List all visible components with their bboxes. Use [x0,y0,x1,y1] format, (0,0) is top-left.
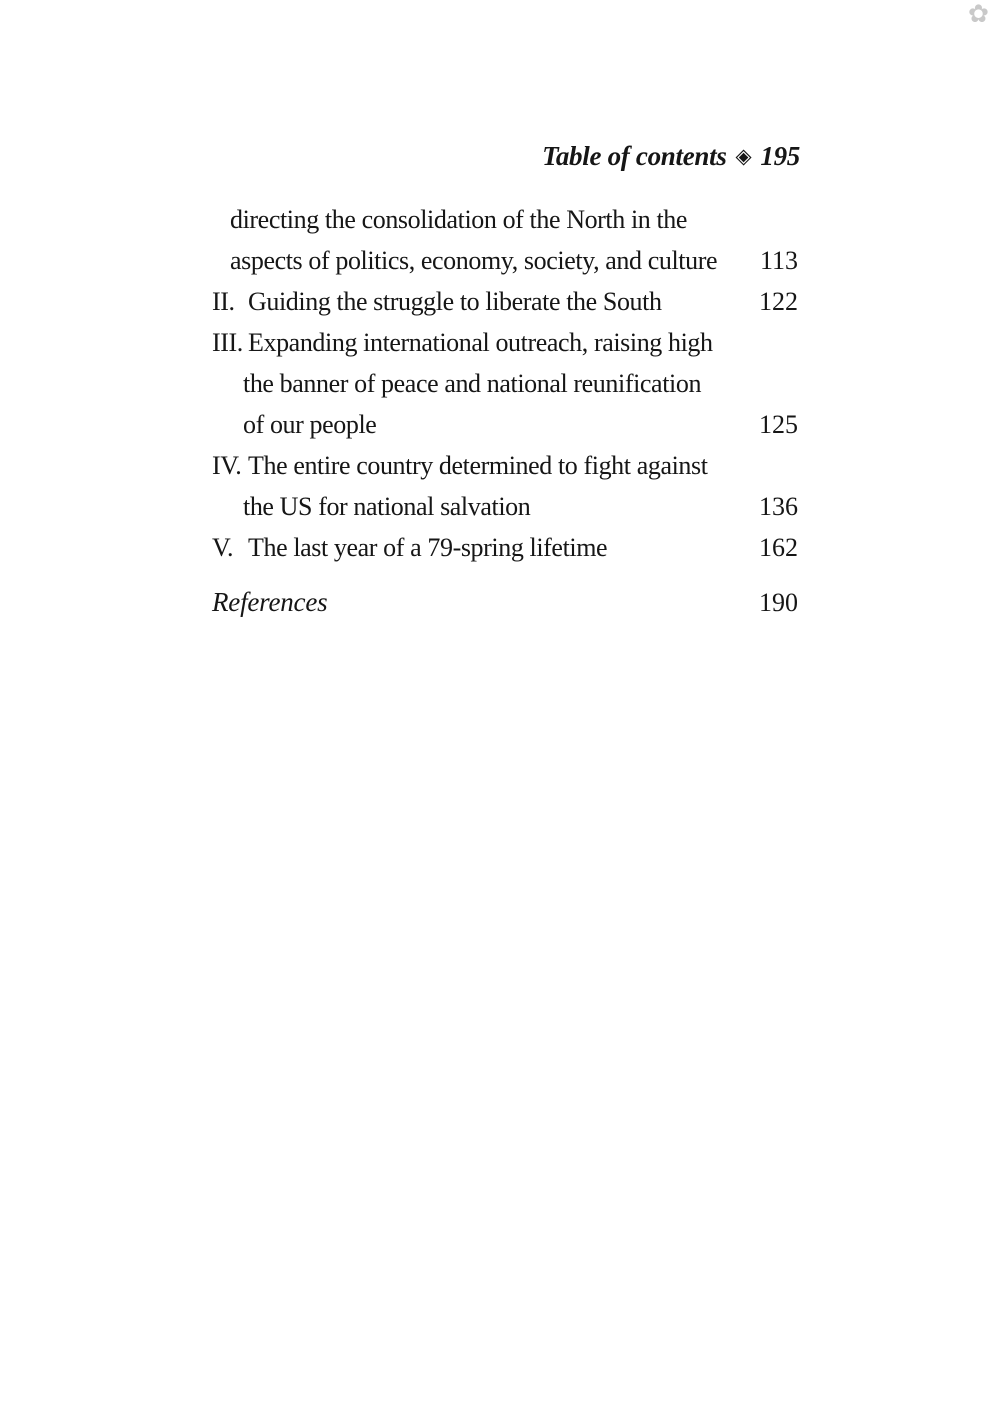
references-label: References [212,587,328,617]
entry-line [212,527,758,568]
references-page-number: 190 [759,588,798,617]
entry-line: aspects of politics, economy, society, and culture [230,246,718,275]
entry-line [212,445,758,486]
running-header [542,141,800,173]
entry-numeral: V. [212,533,234,562]
entry-line-text: Guiding the struggle to liberate the South [248,287,662,316]
entry-page-number: 125 [759,410,798,439]
toc-entry [212,199,798,281]
entry-line-text: Expanding international outreach, raising high [248,328,713,357]
entry-line: of our people [243,410,377,439]
toc-entry [212,281,798,322]
entry-numeral: III. [212,328,243,357]
header-page-number: 195 [760,141,800,171]
toc-entry [212,445,798,527]
entry-line [212,322,758,363]
entry-page-number: 162 [759,533,798,562]
toc-entry [212,527,798,568]
entry-text [212,527,758,568]
entry-text [212,322,758,445]
entry-text [212,199,758,281]
entry-text [212,281,758,322]
table-of-contents [212,199,798,623]
entry-numeral: II. [212,287,235,316]
header-title: Table of contents [542,141,727,171]
flower-watermark-icon: ✿ [968,0,989,28]
diamond-icon: ◈ [735,144,752,168]
entry-line: the US for national salvation [243,492,531,521]
entry-page-number: 122 [759,287,798,316]
entry-line [212,281,758,322]
toc-entry [212,322,798,445]
entry-line-text: The last year of a 79-spring lifetime [248,533,608,562]
entry-numeral: IV. [212,451,242,480]
entry-line: the banner of peace and national reunification [243,369,702,398]
entry-page-number: 136 [759,492,798,521]
entry-text [212,445,758,527]
entry-line-text: The entire country determined to fight against [248,451,708,480]
references-entry [212,582,798,623]
entry-page-number: 113 [759,246,798,275]
entry-line: directing the consolidation of the North in the [230,205,688,234]
